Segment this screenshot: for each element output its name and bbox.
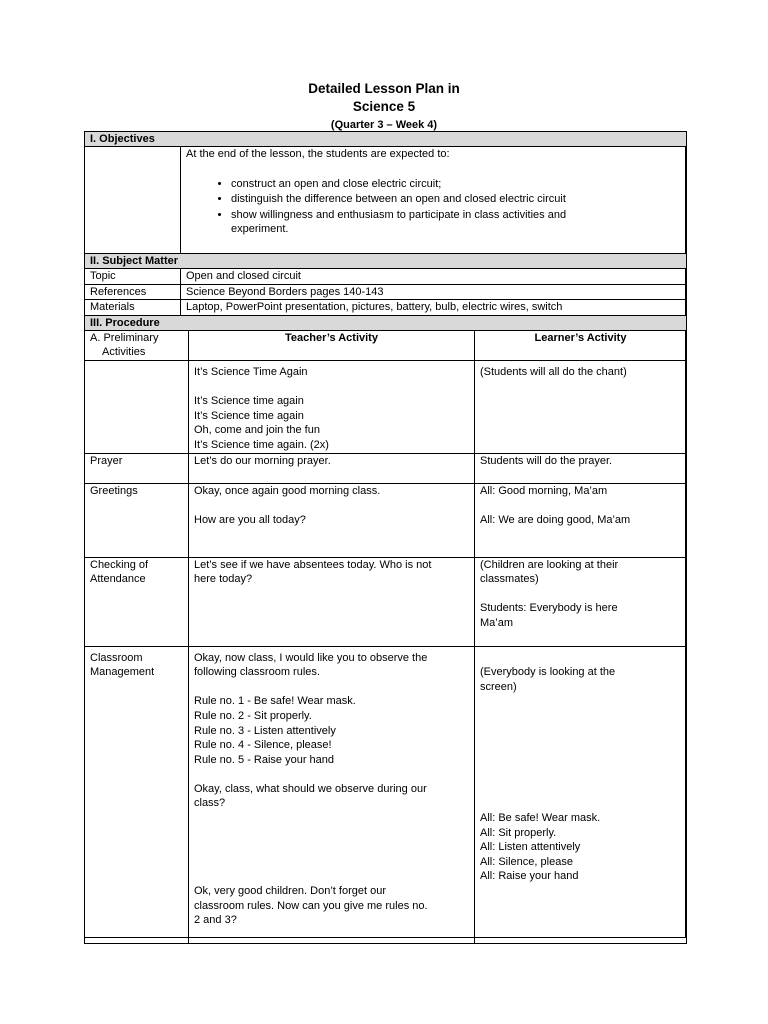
greetings-row [85,483,687,557]
management-teacher-line [194,840,469,855]
greetings-learner-line: All: We are doing good, Ma’am [480,513,631,526]
greetings-teacher-line: How are you all today? [194,513,306,526]
attendance-learner-line: Students: Everybody is here [480,602,618,615]
chant-line: It’s Science Time Again [194,365,308,378]
greetings-learner-line: All: Good morning, Ma’am [480,484,608,497]
management-teacher-line: Okay, now class, I would like you to observe the [194,651,428,664]
attendance-teacher-line: here today? [194,573,253,586]
management-teacher-line [194,811,469,826]
management-learner-line: All: Silence, please [480,855,573,868]
subject-row-topic [85,269,687,285]
attendance-learner-line: (Children are looking at their [480,558,619,571]
procedure-section-row [85,315,687,330]
attendance-learner-cell [475,557,687,646]
topic-value: Open and closed circuit [181,269,687,285]
management-learner-line [480,651,681,666]
subject-title: Science 5 [352,99,416,114]
greetings-teacher-line [194,498,469,513]
objective-item: • distinguish the difference between an open and closed electric circuit [231,192,681,207]
preliminary-activities-header [85,330,189,360]
management-teacher-line [194,680,469,695]
management-teacher-line: classroom rules. Now can you give me rules no. [194,899,428,912]
management-learner-line: All: Listen attentively [480,841,581,854]
quarter-subtitle: (Quarter 3 – Week 4) [330,119,438,131]
management-teacher-line: Rule no. 5 - Raise your hand [194,753,335,766]
attendance-label-cell [85,557,189,646]
management-learner-line [480,796,681,811]
subject-matter-section-row [85,254,687,269]
management-learner-line [480,753,681,768]
preliminary-line2: Activities [102,346,146,359]
attendance-learner-line [480,587,681,602]
objective-item: • show willingness and enthusiasm to participate in class activities and experiment. [231,208,681,237]
attendance-label-line1: Checking of [90,558,149,571]
procedure-heading: III. Procedure [85,315,687,330]
preliminary-line1: A. Preliminary [90,331,159,344]
chant-line: It’s Science time again [194,409,304,422]
objectives-intro: At the end of the lesson, the students are expected to: [186,148,450,160]
prayer-teacher: Let’s do our morning prayer. [189,453,475,483]
chant-learner-line: (Students will all do the chant) [480,365,627,378]
chant-row [85,360,687,453]
document-header [0,80,768,133]
prayer-row [85,453,687,483]
learner-activity-header: Learner’s Activity [475,330,687,360]
management-teacher-line: Rule no. 3 - Listen attentively [194,724,336,737]
greetings-teacher-cell [189,483,475,557]
management-learner-line: screen) [480,680,517,693]
attendance-learner-line: classmates) [480,573,539,586]
management-teacher-line: Rule no. 2 - Sit properly. [194,709,312,722]
prayer-learner: Students will do the prayer. [475,453,687,483]
management-label-cell [85,646,189,943]
chant-line: Oh, come and join the fun [194,424,320,437]
topic-label: Topic [85,269,181,285]
management-label-line1: Classroom [90,651,143,664]
greetings-label: Greetings [85,483,189,557]
management-teacher-line [194,767,469,782]
page-title: Detailed Lesson Plan in [308,81,460,96]
greetings-learner-cell [475,483,687,557]
attendance-teacher-line: Let’s see if we have absentees today. Who is not [194,558,432,571]
references-value: Science Beyond Borders pages 140-143 [181,284,687,300]
objectives-section-row [85,132,687,147]
management-learner-line: All: Sit properly. [480,826,557,839]
management-label-line2: Management [90,666,155,679]
objectives-row [85,147,687,254]
references-label: References [85,284,181,300]
objectives-content-cell [181,147,687,254]
attendance-label-line2: Attendance [90,573,146,586]
management-teacher-line [194,855,469,870]
management-learner-line [480,709,681,724]
management-learner-cell [475,646,687,943]
objective-item: • construct an open and close electric circuit; [231,177,681,192]
management-teacher-cell [189,646,475,943]
greetings-teacher-line: Okay, once again good morning class. [194,484,381,497]
chant-line: It’s Science time again [194,395,304,408]
management-teacher-line: following classroom rules. [194,666,320,679]
management-learner-line [480,724,681,739]
attendance-learner-line: Ma’am [480,616,514,629]
management-teacher-line: class? [194,797,226,810]
management-teacher-line: Okay, class, what should we observe during our [194,782,427,795]
management-learner-line: All: Be safe! Wear mask. [480,812,601,825]
procedure-header-row [85,330,687,360]
materials-value: Laptop, PowerPoint presentation, pictures, battery, bulb, electric wires, switch [181,300,687,316]
management-teacher-line: Rule no. 4 - Silence, please! [194,739,332,752]
management-teacher-line [194,869,469,884]
chant-line: It’s Science time again. (2x) [194,438,329,451]
management-learner-line [480,694,681,709]
management-learner-line [480,782,681,797]
prayer-label: Prayer [85,453,189,483]
management-learner-line: (Everybody is looking at the [480,666,616,679]
subject-row-materials [85,300,687,316]
greetings-learner-line [480,498,681,513]
subject-matter-heading: II. Subject Matter [85,254,687,269]
chant-label-cell [85,360,189,453]
objectives-label-cell [85,147,181,254]
management-row [85,646,687,943]
attendance-teacher-cell [189,557,475,646]
chant-line [194,380,469,395]
management-learner-line: All: Raise your hand [480,870,579,883]
attendance-row [85,557,687,646]
materials-label: Materials [85,300,181,316]
management-teacher-line: Rule no. 1 - Be safe! Wear mask. [194,695,356,708]
management-learner-line [480,738,681,753]
objectives-list [186,177,681,237]
subject-row-references [85,284,687,300]
management-teacher-line: Ok, very good children. Don’t forget our [194,885,386,898]
management-teacher-line: 2 and 3? [194,914,237,927]
lesson-plan-sheet [84,131,686,938]
teacher-activity-header: Teacher’s Activity [189,330,475,360]
objectives-heading: I. Objectives [85,132,687,147]
lesson-plan-table [84,131,687,944]
management-teacher-line [194,826,469,841]
management-learner-line [480,767,681,782]
chant-learner-cell [475,360,687,453]
chant-teacher-cell [189,360,475,453]
